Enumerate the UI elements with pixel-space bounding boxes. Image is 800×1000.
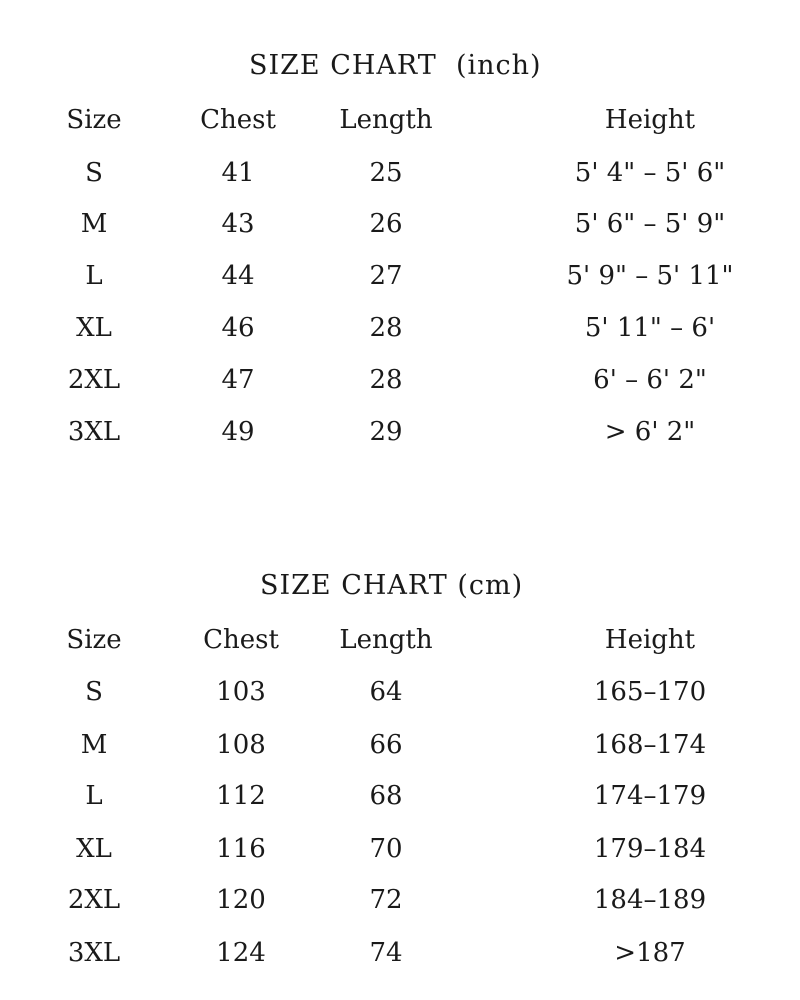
cell-length: 68 xyxy=(369,781,403,811)
cell-size: 3XL xyxy=(67,417,121,447)
cell-size: S xyxy=(85,158,103,188)
cell-height: 165–170 xyxy=(593,677,707,707)
cell-size: XL xyxy=(76,834,112,864)
cell-chest: 49 xyxy=(221,417,255,447)
cell-chest: 47 xyxy=(221,365,255,395)
cell-length: 64 xyxy=(369,677,403,707)
chart-title: SIZE CHART (inch) xyxy=(249,50,542,81)
cell-size: S xyxy=(85,677,103,707)
cell-chest: 103 xyxy=(216,677,266,707)
cell-chest: 124 xyxy=(216,938,266,968)
header-height: Height xyxy=(604,105,696,135)
cell-height: 5' 9" – 5' 11" xyxy=(566,261,734,291)
cell-length: 28 xyxy=(369,313,403,343)
cell-length: 70 xyxy=(369,834,403,864)
header-chest: Chest xyxy=(200,105,276,135)
cell-chest: 108 xyxy=(216,730,266,760)
cell-size: M xyxy=(80,209,108,239)
header-size: Size xyxy=(66,625,122,655)
cell-chest: 43 xyxy=(221,209,255,239)
cell-length: 66 xyxy=(369,730,403,760)
cell-chest: 116 xyxy=(216,834,266,864)
cell-size: 2XL xyxy=(67,365,121,395)
cell-length: 72 xyxy=(369,885,403,915)
cell-height: 168–174 xyxy=(593,730,707,760)
cell-chest: 46 xyxy=(221,313,255,343)
cell-size: 2XL xyxy=(67,885,121,915)
chart-title: SIZE CHART (cm) xyxy=(260,570,524,601)
cell-size: XL xyxy=(76,313,112,343)
cell-size: L xyxy=(85,781,103,811)
cell-height: 5' 4" – 5' 6" xyxy=(574,158,726,188)
cell-size: M xyxy=(80,730,108,760)
cell-height: > 6' 2" xyxy=(604,417,696,447)
cell-length: 27 xyxy=(369,261,403,291)
cell-height: >187 xyxy=(614,938,686,968)
cell-length: 29 xyxy=(369,417,403,447)
header-height: Height xyxy=(604,625,696,655)
cell-length: 25 xyxy=(369,158,403,188)
header-size: Size xyxy=(66,105,122,135)
header-chest: Chest xyxy=(203,625,279,655)
cell-height: 174–179 xyxy=(593,781,707,811)
cell-size: L xyxy=(85,261,103,291)
cell-length: 74 xyxy=(369,938,403,968)
cell-height: 179–184 xyxy=(593,834,707,864)
header-length: Length xyxy=(339,625,433,655)
header-length: Length xyxy=(339,105,433,135)
cell-length: 26 xyxy=(369,209,403,239)
cell-chest: 44 xyxy=(221,261,255,291)
cell-chest: 120 xyxy=(216,885,266,915)
cell-size: 3XL xyxy=(67,938,121,968)
cell-height: 184–189 xyxy=(593,885,707,915)
cell-chest: 112 xyxy=(216,781,266,811)
cell-length: 28 xyxy=(369,365,403,395)
cell-height: 5' 6" – 5' 9" xyxy=(574,209,726,239)
cell-chest: 41 xyxy=(221,158,255,188)
cell-height: 5' 11" – 6' xyxy=(584,313,716,343)
cell-height: 6' – 6' 2" xyxy=(593,365,707,395)
